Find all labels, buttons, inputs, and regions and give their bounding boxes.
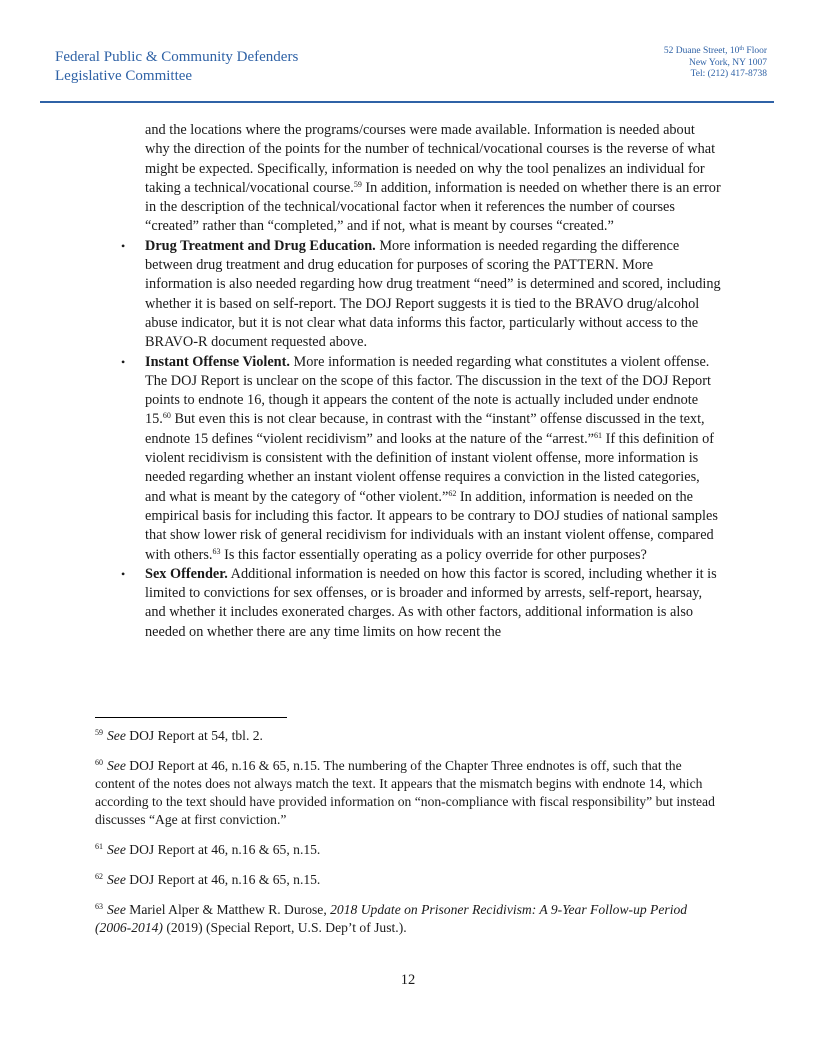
factor-title: Sex Offender.	[145, 565, 228, 582]
bullet-icon: •	[121, 238, 126, 253]
address-city: New York, NY 1007	[688, 57, 767, 68]
org-name-line1: Federal Public & Community Defenders	[55, 49, 299, 65]
footnote-62: $^{62}$ See DOJ Report at 46, n.16 & 65, n.15.	[95, 872, 321, 887]
list-item-sex-offender: • Sex Offender. Additional information is needed on how this factor is scored, including whether it is limited to convictions for sex offenses, or is broader and informed by arrests, self-report, hearsay, and whether it includes exonerated charges. As with other factors, additional information is also needed on whether there are any time limits on how recent the	[121, 565, 717, 640]
page-header	[0, 0, 816, 104]
address-street: 52 Duane Street, 10th Floor	[663, 46, 767, 56]
factor-title: Drug Treatment and Drug Education.	[145, 237, 376, 254]
footnote-63: $^{63}$ See Mariel Alper & Matthew R. Durose, 2018 Update on Prisoner Recidivism: A 9-Year Follow-up Period (2006-2014) (2019) (Special Report, U.S. Dep’t of Just.).	[95, 902, 688, 935]
footnote-61: $^{61}$ See DOJ Report at 46, n.16 & 65, n.15.	[95, 842, 321, 857]
page-number: 12	[400, 972, 416, 988]
footnote-ref-63: 63	[212, 546, 221, 556]
factor-title: Instant Offense Violent.	[145, 353, 290, 370]
org-name	[55, 48, 298, 86]
footnote-ref-60: 60	[162, 411, 171, 421]
report-title: 2018 Update on Prisoner Recidivism: A 9-Year Follow-up Period (2006-2014)	[95, 902, 688, 935]
org-name-line2: Legislative Committee	[55, 68, 193, 84]
list-item-instant-offense-violent: • Instant Offense Violent. More information is needed regarding what constitutes a violent offense. The DOJ Report is unclear on the scope of this factor. The discussion in the text of the DOJ Report points to endnote 16, though it appears the content of the note is actually included under endnote 15.60 But even this is not clear because, in contrast with the “instant” offense discussed in the text, endnote 15 defines “violent recidivism” and looks at the nature of the “arrest.”$^{61}$ If this definition of violent recidivism is consistent with the definition of instant violent offense, more information is needed regarding whether an instant violent offense requires a conviction in the listed categories, and what is meant by the category of “other violent.”$^{62}$ In addition, information is needed on the empirical basis for including this factor. It appears to be contrary to DOJ studies of national samples that show lower risk of general recidivism for individuals with an instant violent offense, compared with others.$^{63}$ Is this factor essentially operating as a policy override for other purposes?	[121, 353, 718, 563]
footnote-ref-59: 59	[353, 179, 362, 189]
list-item-drug-treatment: • Drug Treatment and Drug Education. More information is needed regarding the difference between drug treatment and drug education for purposes of scoring the PATTERN. More information is also needed regarding how drug treatment “need” is determined and scored, including whether it is based on self-report. The DOJ Report suggests it is tied to the BRAVO drug/alcohol abuse indicator, but it is not clear what data informs this factor, particularly without access to the BRAVO-R document requested above.	[121, 237, 721, 351]
bullet-icon: •	[121, 566, 126, 581]
footnotes	[95, 727, 721, 949]
body-text	[121, 121, 721, 642]
footnote-ref-61: 61	[594, 430, 602, 440]
org-address	[664, 46, 767, 81]
address-tel: Tel: (212) 417-8738	[690, 69, 767, 79]
footnote-59: $^{59}$ See DOJ Report at 54, tbl. 2.	[95, 728, 263, 743]
bullet-icon: •	[121, 354, 126, 369]
footnote-ref-62: 62	[448, 488, 457, 498]
factor-list	[121, 237, 721, 642]
header-rule	[40, 101, 774, 103]
intro-paragraph: and the locations where the programs/courses were made available. Information is needed about why the direction of the points for the number of technical/vocational courses is the reverse of what might be expected. Specifically, information is needed on why the tool penalizes an individual for taking a technical/vocational course.$^{59}$ In addition, information is needed on whether there is an error in the description of the technical/vocational factor when it references the number of courses “created” rather than “completed,” and if not, what is meant by courses “created.”	[145, 122, 721, 235]
footnote-separator	[95, 717, 287, 718]
footnote-60: $^{60}$ See DOJ Report at 46, n.16 & 65, n.15. The numbering of the Chapter Three endnotes is off, such that the content of the notes does not always match the text. It appears that the mismatch begins with endnote 14, which according to the text should have provided information on “non-compliance with fiscal responsibility” but instead discusses “Age at first conviction.”	[95, 758, 715, 827]
